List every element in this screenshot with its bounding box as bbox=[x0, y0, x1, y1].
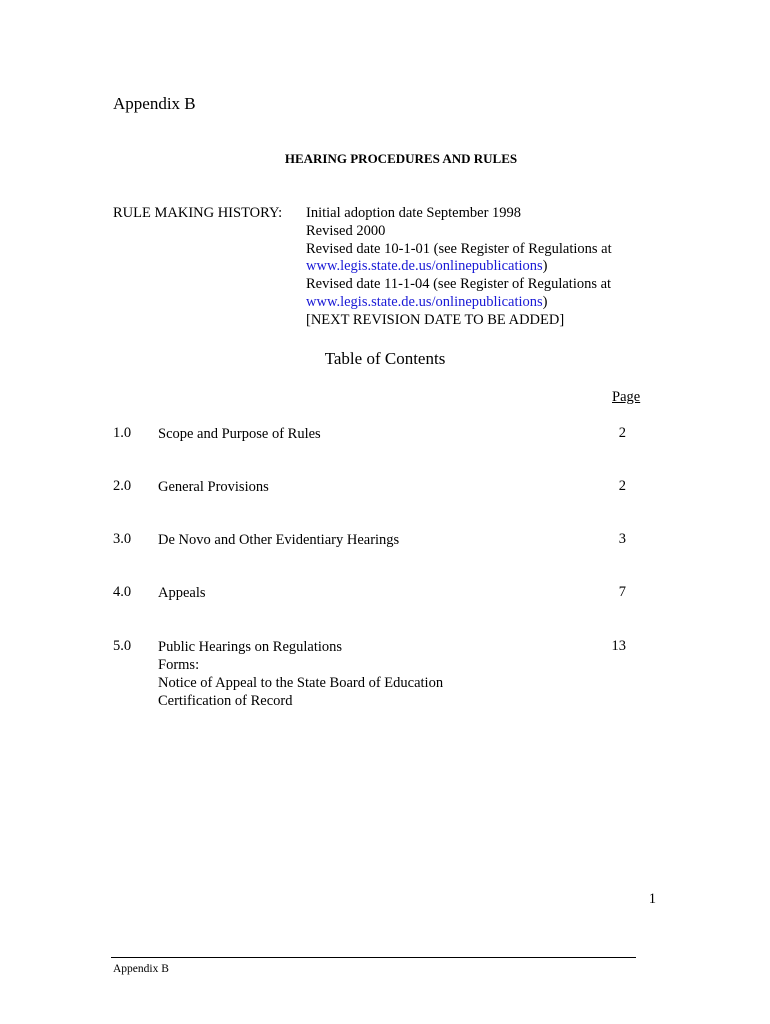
rule-making-history bbox=[306, 205, 612, 330]
history-line bbox=[306, 294, 612, 312]
document-title: HEARING PROCEDURES AND RULES bbox=[284, 151, 518, 166]
history-line-tail: ) bbox=[542, 293, 548, 310]
toc-entry-page: 7 bbox=[618, 584, 626, 600]
appendix-heading: Appendix B bbox=[113, 94, 196, 113]
toc-entry-number: 3.0 bbox=[113, 531, 132, 547]
toc-entry-label: Scope and Purpose of Rules bbox=[158, 426, 321, 442]
toc-entry-label: De Novo and Other Evidentiary Hearings bbox=[158, 532, 400, 548]
page-number: 1 bbox=[648, 891, 656, 907]
history-line: Revised 2000 bbox=[306, 222, 386, 239]
register-link[interactable]: www.legis.state.de.us/onlinepublications bbox=[306, 293, 543, 310]
toc-entry-page: 2 bbox=[618, 478, 626, 494]
history-line: Revised date 11-1-04 (see Register of Regulations at bbox=[306, 276, 612, 293]
toc-entry-page: 2 bbox=[618, 425, 626, 441]
toc-page-column-header: Page bbox=[612, 389, 641, 405]
history-line-tail: ) bbox=[542, 258, 548, 275]
toc-entry-label: Public Hearings on Regulations bbox=[158, 639, 343, 655]
toc-entry-label: Appeals bbox=[158, 585, 206, 601]
toc-title: Table of Contents bbox=[324, 349, 446, 368]
toc-entry-number: 5.0 bbox=[113, 638, 132, 654]
toc-subline: Notice of Appeal to the State Board of Education bbox=[158, 675, 444, 691]
footer-divider bbox=[111, 957, 636, 958]
register-link[interactable]: www.legis.state.de.us/onlinepublications bbox=[306, 258, 543, 275]
toc-subline: Certification of Record bbox=[158, 693, 293, 709]
history-line: Initial adoption date September 1998 bbox=[306, 205, 522, 221]
toc-entry-label: General Provisions bbox=[158, 479, 269, 495]
toc-entry-page: 3 bbox=[618, 531, 626, 547]
toc-entry-number: 4.0 bbox=[113, 584, 132, 600]
toc-entry-page: 13 bbox=[611, 638, 626, 654]
toc-subline: Forms: bbox=[158, 657, 200, 673]
footer-text: Appendix B bbox=[113, 963, 169, 975]
history-line bbox=[306, 258, 612, 276]
rule-making-history-label: RULE MAKING HISTORY: bbox=[113, 205, 283, 221]
history-line: [NEXT REVISION DATE TO BE ADDED] bbox=[306, 311, 565, 328]
toc-entry-number: 2.0 bbox=[113, 478, 132, 494]
toc-entry-number: 1.0 bbox=[113, 425, 132, 441]
history-line: Revised date 10-1-01 (see Register of Regulations at bbox=[306, 240, 612, 257]
toc-entry-label-block bbox=[158, 638, 443, 710]
